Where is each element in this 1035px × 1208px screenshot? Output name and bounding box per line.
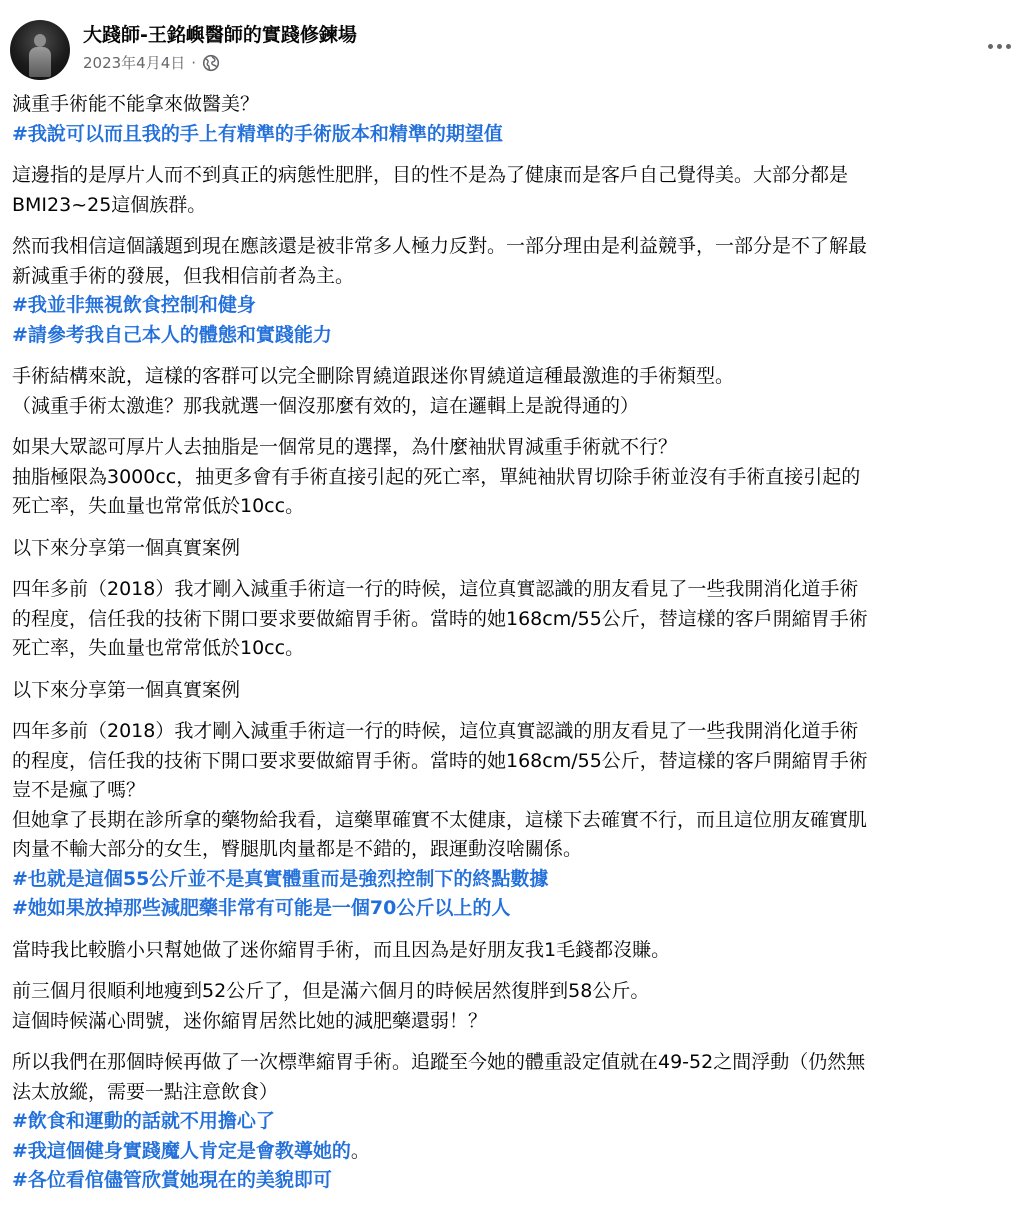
hashtag-link[interactable]: #我說可以而且我的手上有精準的手術版本和精準的期望值 <box>12 122 503 145</box>
post-paragraph <box>12 977 1017 1036</box>
post-text: 當時我比較膽小只幫她做了迷你縮胃手術，而且因為是好朋友我1毛錢都沒賺。 <box>12 938 671 961</box>
text-line <box>12 634 1017 664</box>
post-text: 四年多前（2018）我才剛入減重手術這一行的時候，這位真實認識的朋友看見了一些我開消化道手術 <box>12 720 859 742</box>
post-text: 這邊指的是厚片人而不到真正的病態性肥胖，目的性不是為了健康而是客戶自己覺得美。大部分都是 <box>12 164 849 186</box>
post-text: 以下來分享第一個真實案例 <box>12 678 241 701</box>
post-paragraph <box>12 676 1017 706</box>
post-text: 手術結構來說，這樣的客群可以完全刪除胃繞道跟迷你胃繞道這種最激進的手術類型。 <box>12 365 735 387</box>
text-line <box>12 433 1017 463</box>
text-line <box>12 1078 1017 1108</box>
post-text: 所以我們在那個時候再做了一次標準縮胃手術。追蹤至今她的體重設定值就在49-52之間浮動（仍然無 <box>12 1051 866 1073</box>
text-line <box>12 676 1017 706</box>
text-line <box>12 1007 1017 1037</box>
post-body <box>12 90 1017 1208</box>
meta-separator: · <box>191 53 197 72</box>
post-date-link[interactable]: 2023年4月4日 <box>83 54 186 72</box>
post-text: 法太放縱，需要一點注意飲食） <box>12 1080 279 1103</box>
text-line <box>12 161 1017 191</box>
hashtag-link[interactable]: #也就是這個55公斤並不是真實體重而是強烈控制下的終點數據 <box>12 867 549 890</box>
post-header <box>0 0 1035 92</box>
post-paragraph <box>12 717 1017 924</box>
hashtag-line <box>12 321 1017 351</box>
text-line <box>12 492 1017 522</box>
more-options-button[interactable] <box>981 32 1017 60</box>
text-line <box>12 362 1017 392</box>
avatar-figure-head <box>34 34 46 47</box>
text-line <box>12 534 1017 564</box>
hashtag-link[interactable]: #我這個健身實踐魔人肯定是會教導她的 <box>12 1139 351 1162</box>
post-text: （減重手術太激進？那我就選一個沒那麼有效的，這在邏輯上是說得通的） <box>12 394 640 417</box>
text-line <box>12 232 1017 262</box>
post-text: 的程度，信任我的技術下開口要求要做縮胃手術。當時的她168cm/55公斤，替這樣的客戶開縮胃手術 <box>12 607 868 630</box>
post-paragraph <box>12 1048 1017 1196</box>
post-paragraph <box>12 575 1017 664</box>
post-text: BMI23~25這個族群。 <box>12 193 207 216</box>
post-paragraph <box>12 161 1017 220</box>
text-line <box>12 575 1017 605</box>
post-paragraph <box>12 362 1017 421</box>
more-horizontal-icon-dot <box>1006 44 1011 49</box>
hashtag-link[interactable]: #各位看倌儘管欣賞她現在的美貌即可 <box>12 1169 332 1191</box>
hashtag-link[interactable]: #她如果放掉那些減肥藥非常有可能是一個70公斤以上的人 <box>12 897 511 919</box>
hashtag-line <box>12 865 1017 895</box>
post-text: 豈不是瘋了嗎？ <box>12 779 146 801</box>
text-line <box>12 191 1017 221</box>
post-text: 死亡率，失血量也常常低於10cc。 <box>12 495 305 517</box>
text-line <box>12 936 1017 966</box>
post-text: 的程度，信任我的技術下開口要求要做縮胃手術。當時的她168cm/55公斤，替這樣的客戶開縮胃手術 <box>12 749 868 772</box>
hashtag-link[interactable]: #請參考我自己本人的體態和實踐能力 <box>12 323 332 346</box>
post-text: 死亡率，失血量也常常低於10cc。 <box>12 637 305 659</box>
hashtag-link[interactable]: #我並非無視飲食控制和健身 <box>12 294 256 316</box>
post-text: 抽脂極限為3000cc，抽更多會有手術直接引起的死亡率，單純袖狀胃切除手術並沒有手術直接引起的 <box>12 465 861 488</box>
post-text: 這個時候滿心問號，迷你縮胃居然比她的減肥藥還弱！？ <box>12 1009 488 1032</box>
text-line <box>12 717 1017 747</box>
text-line <box>12 90 1017 120</box>
post-text: 前三個月很順利地瘦到52公斤了，但是滿六個月的時候居然復胖到58公斤。 <box>12 980 650 1002</box>
text-line <box>12 262 1017 292</box>
post-text: 肉量不輸大部分的女生，臀腿肌肉量都是不錯的，跟運動沒啥關係。 <box>12 838 583 860</box>
more-horizontal-icon-dot <box>997 44 1002 49</box>
post-meta <box>83 52 220 73</box>
hashtag-line <box>12 894 1017 924</box>
post-text-suffix: 。 <box>350 1139 370 1162</box>
post-paragraph <box>12 232 1017 350</box>
text-line <box>12 776 1017 806</box>
avatar-figure-body <box>29 47 51 77</box>
hashtag-line <box>12 1107 1017 1137</box>
text-line <box>12 392 1017 422</box>
text-line <box>12 835 1017 865</box>
post-paragraph <box>12 433 1017 522</box>
globe-icon[interactable] <box>202 54 220 72</box>
post-paragraph <box>12 90 1017 149</box>
post-paragraph <box>12 534 1017 564</box>
post-text: 然而我相信這個議題到現在應該還是被非常多人極力反對。一部分理由是利益競爭，一部分是不了解最 <box>12 235 868 257</box>
page-avatar[interactable] <box>10 20 70 80</box>
text-line <box>12 463 1017 493</box>
more-horizontal-icon <box>988 44 993 49</box>
post-text: 減重手術能不能拿來做醫美？ <box>12 93 260 115</box>
post-text: 新減重手術的發展，但我相信前者為主。 <box>12 264 355 287</box>
hashtag-line <box>12 1137 1017 1167</box>
text-line <box>12 747 1017 777</box>
text-line <box>12 1048 1017 1078</box>
post-text: 但她拿了長期在診所拿的藥物給我看，這藥單確實不太健康，這樣下去確實不行，而且這位朋友確實肌 <box>12 808 868 831</box>
post-text: 如果大眾認可厚片人去抽脂是一個常見的選擇，為什麼袖狀胃減重手術就不行？ <box>12 436 678 458</box>
hashtag-link[interactable]: #飲食和運動的話就不用擔心了 <box>12 1110 275 1132</box>
hashtag-line <box>12 291 1017 321</box>
post-paragraph <box>12 936 1017 966</box>
hashtag-line <box>12 120 1017 150</box>
text-line <box>12 977 1017 1007</box>
page-name-link[interactable]: 大踐師-王銘嶼醫師的實踐修鍊場 <box>83 24 357 46</box>
post-text: 以下來分享第一個真實案例 <box>12 536 241 559</box>
post-text: 四年多前（2018）我才剛入減重手術這一行的時候，這位真實認識的朋友看見了一些我開消化道手術 <box>12 578 859 600</box>
text-line <box>12 806 1017 836</box>
hashtag-line <box>12 1166 1017 1196</box>
text-line <box>12 605 1017 635</box>
